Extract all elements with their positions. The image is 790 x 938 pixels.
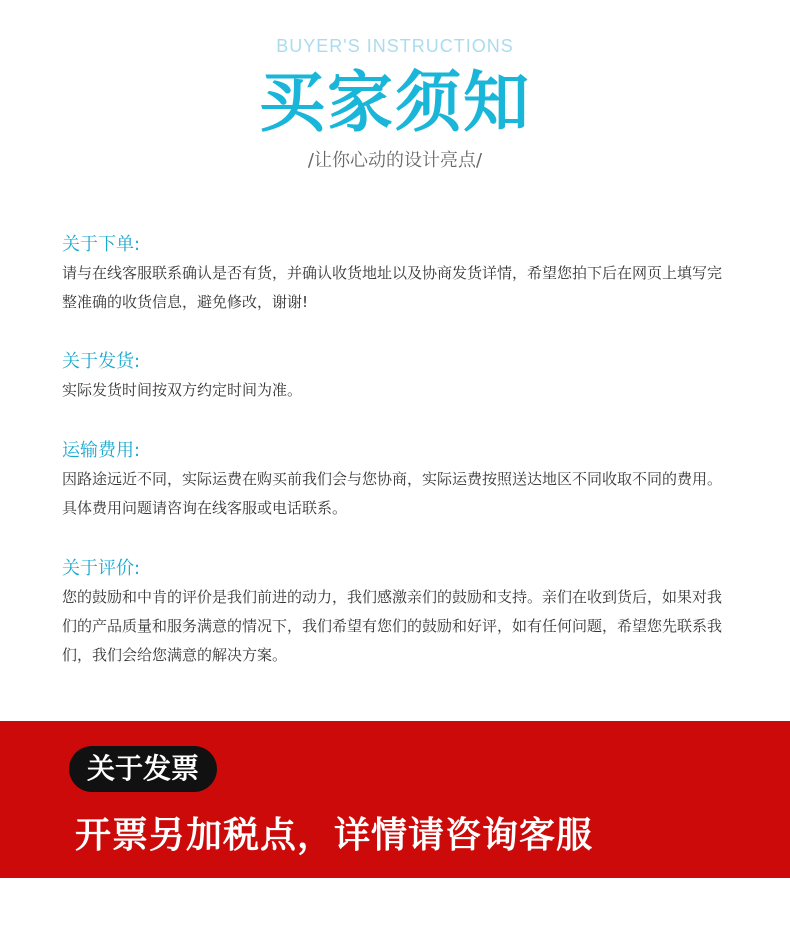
section-body: 请与在线客服联系确认是否有货，并确认收货地址以及协商发货详情，希望您拍下后在网页上填写完整准确的收货信息，避免修改，谢谢! bbox=[62, 264, 723, 311]
section-shipping-fees bbox=[62, 438, 732, 523]
page-title: 买家须知 bbox=[259, 63, 531, 141]
section-body: 因路途远近不同，实际运费在购买前我们会与您协商，实际运费按照送达地区不同收取不同的费用。具体费用问题请咨询在线客服或电话联系。 bbox=[62, 470, 723, 517]
page-header bbox=[0, 0, 790, 200]
section-ordering bbox=[62, 232, 732, 317]
section-reviews bbox=[62, 556, 732, 670]
section-shipping bbox=[62, 349, 732, 405]
section-title: 关于发货: bbox=[62, 351, 141, 372]
invoice-text: 开票另加税点，详情请咨询客服 bbox=[75, 815, 594, 856]
invoice-banner bbox=[0, 721, 790, 878]
section-title: 关于评价: bbox=[62, 558, 141, 579]
invoice-badge: 关于发票 bbox=[69, 746, 217, 792]
section-body: 实际发货时间按双方约定时间为准。 bbox=[62, 381, 303, 399]
section-body: 您的鼓励和中肯的评价是我们前进的动力，我们感激亲们的鼓励和支持。亲们在收到货后，如果对我们的产品质量和服务满意的情况下，我们希望有您们的鼓励和好评，如有任何问题，希望您先联系我们，我们会给您满意的解决方案。 bbox=[62, 588, 723, 664]
tagline: /让你心动的设计亮点/ bbox=[307, 150, 483, 171]
subtitle-english: BUYER'S INSTRUCTIONS bbox=[276, 36, 514, 56]
section-title: 关于下单: bbox=[62, 234, 141, 255]
section-title: 运输费用: bbox=[62, 440, 141, 461]
